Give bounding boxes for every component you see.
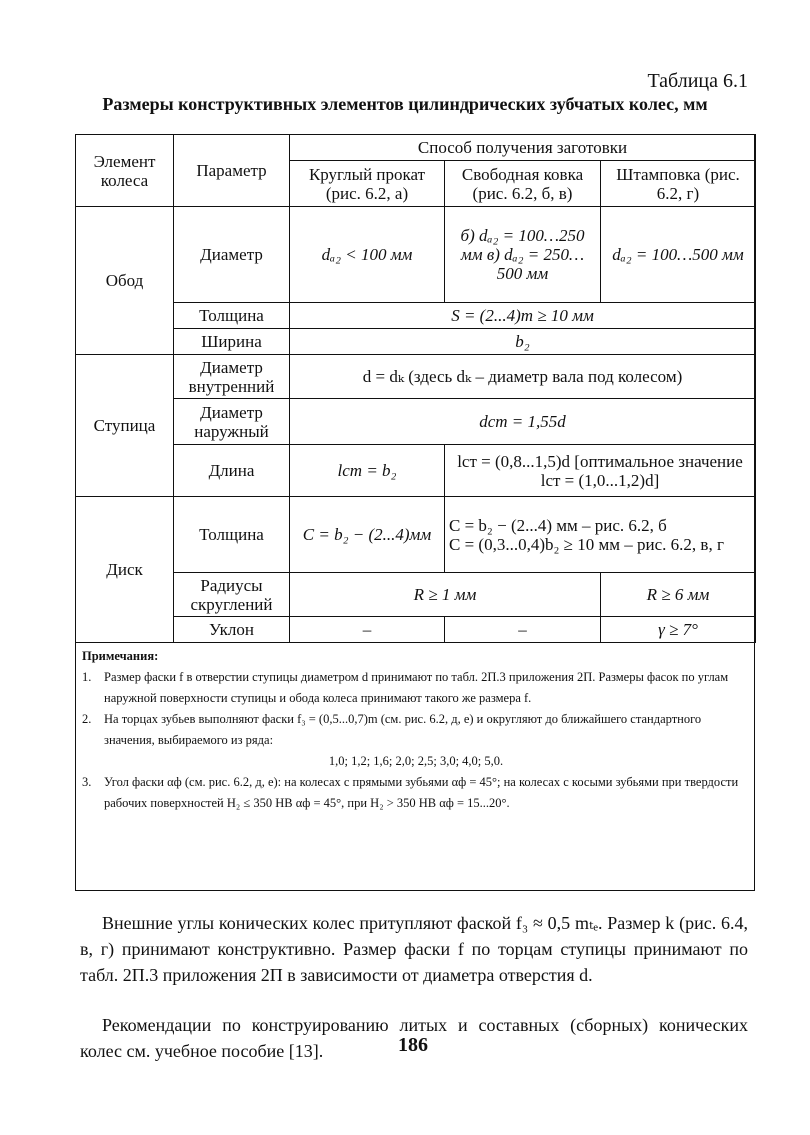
page-number: 186 [398,1034,428,1056]
paragraph-bevel-gears: Внешние углы конических колес притупляют фаской f₃ ≈ 0,5 mₜₑ. Размер k (рис. 6.4, в, г) принимают конструктивно. Размер фаски f по торцам ступицы принимают по табл. 2П.3 приложения 2П в зависимости от диаметра отверстия d. [80,913,748,985]
rim-width-label: Ширина [174,329,290,355]
note-text: Угол фаски αф (см. рис. 6.2, д, е): на колесах с прямыми зубьями αф = 45°; на колесах с косыми зубьями при твердости рабочих поверхностей H₂ ≤ 350 HB αф = 45°, при H₂ > 350 HB αф = 15...20°. [104,775,739,810]
note-item [82,772,750,814]
rim-diameter-rolled: dₐ₂ < 100 мм [290,207,445,303]
rim-diameter-label: Диаметр [174,207,290,303]
notes-heading: Примечания: [82,649,159,663]
header-element: Элемент колеса [76,135,174,207]
header-parameter: Параметр [174,135,290,207]
header-stamped: Штамповка (рис. 6.2, г) [601,161,756,207]
hub-inner-label: Диаметр внутренний [174,355,290,399]
disc-slope-rolled: – [290,617,445,643]
note-text: На торцах зубьев выполняют фаски f₃ = (0,5...0,7)m (см. рис. 6.2, д, е) и округляют до ближайшего стандартного значения, выбираемого из ряда: [104,712,702,747]
disc-thickness-other-2: C = (0,3...0,4)b₂ ≥ 10 мм – рис. 6.2, в, г [449,534,724,554]
hub-inner-value: d = dₖ (здесь dₖ – диаметр вала под колесом) [290,355,756,399]
header-forged: Свободная ковка (рис. 6.2, б, в) [445,161,601,207]
rim-diameter-forged: б) dₐ₂ = 100…250 мм в) dₐ₂ = 250…500 мм [445,207,601,303]
note-item [82,667,750,709]
hub-length-other: lст = (0,8...1,5)d [оптимальное значение lст = (1,0...1,2)d] [445,445,756,497]
disc-slope-stamped: γ ≥ 7° [601,617,756,643]
disc-radius-value-2: R ≥ 6 мм [601,573,756,617]
disc-slope-forged: – [445,617,601,643]
disc-thickness-other-1: C = b₂ − (2...4) мм – рис. 6.2, б [449,515,667,535]
table-notes [82,646,750,814]
disc-thickness-label: Толщина [174,497,290,573]
disc-thickness-other [445,497,756,573]
dimensions-table [75,134,756,643]
note-item [82,709,750,751]
rim-width-value: b₂ [290,329,756,355]
note-series: 1,0; 1,2; 1,6; 2,0; 2,5; 3,0; 4,0; 5,0. [328,754,504,768]
rim-diameter-stamped: dₐ₂ = 100…500 мм [601,207,756,303]
disc-radius-label: Радиусы скруглений [174,573,290,617]
disc-thickness-rolled: C = b₂ − (2...4)мм [290,497,445,573]
note-number: 1. [82,670,92,684]
rim-element: Обод [76,207,174,355]
disc-element: Диск [76,497,174,643]
paragraph-recommendations: Рекомендации по конструированию литых и составных (сборных) конических колес см. учебное пособие [13]. [80,1015,748,1061]
hub-outer-value: dст = 1,55d [290,399,756,445]
disc-slope-label: Уклон [174,617,290,643]
hub-length-label: Длина [174,445,290,497]
note-number: 2. [82,712,92,726]
hub-outer-label: Диаметр наружный [174,399,290,445]
header-method: Способ получения заготовки [290,135,756,161]
disc-radius-value-1: R ≥ 1 мм [290,573,601,617]
rim-thickness-label: Толщина [174,303,290,329]
hub-length-rolled: lст = b₂ [290,445,445,497]
note-text: Размер фаски f в отверстии ступицы диаметром d принимают по табл. 2П.3 приложения 2П. Размеры фасок по углам наружной поверхности ступицы и обода колеса принимают такого же размера f. [104,670,729,705]
table-number: Таблица 6.1 [647,70,748,92]
note-number: 3. [82,775,92,789]
table-title: Размеры конструктивных элементов цилиндрических зубчатых колес, мм [102,94,708,114]
rim-thickness-value: S = (2...4)m ≥ 10 мм [290,303,756,329]
header-rolled: Круглый прокат (рис. 6.2, а) [290,161,445,207]
hub-element: Ступица [76,355,174,497]
